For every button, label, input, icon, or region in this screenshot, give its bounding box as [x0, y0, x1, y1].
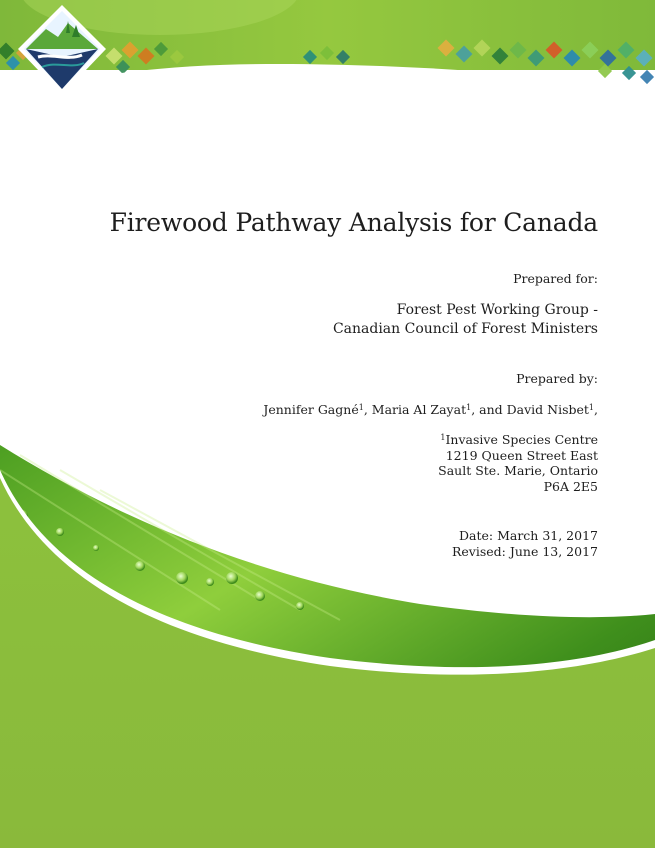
- organization-block: [333, 301, 598, 339]
- authors-line: [263, 402, 598, 417]
- document-title: Firewood Pathway Analysis for Canada: [109, 208, 598, 237]
- organization-line-1: Forest Pest Working Group -: [396, 302, 598, 318]
- affiliation-street: 1219 Queen Street East: [445, 447, 598, 463]
- author-affiliation-mark: 1: [466, 403, 472, 412]
- dates-block: [452, 528, 598, 560]
- revised-line: Revised: June 13, 2017: [451, 544, 598, 559]
- affiliation-mark: 1: [440, 433, 446, 442]
- affiliation-postal: P6A 2E5: [543, 478, 598, 494]
- prepared-by-label: Prepared by:: [516, 371, 598, 386]
- author-name: David Nisbet: [506, 402, 589, 417]
- author-affiliation-mark: 1: [358, 403, 364, 412]
- author-separator: ,: [594, 402, 598, 417]
- author-separator: , and: [471, 402, 507, 417]
- mountain-lake-icon: [16, 3, 108, 99]
- organization-line-2: Canadian Council of Forest Ministers: [332, 321, 598, 337]
- prepared-for-label: Prepared for:: [513, 271, 598, 286]
- affiliation-city: Sault Ste. Marie, Ontario: [438, 463, 598, 478]
- author-affiliation-mark: 1: [588, 403, 595, 412]
- affiliation-address: [438, 432, 598, 494]
- author-name: Maria Al Zayat: [371, 402, 467, 417]
- date-line: Date: March 31, 2017: [459, 528, 598, 543]
- affiliation-name: Invasive Species Centre: [445, 432, 598, 447]
- author-name: Jennifer Gagné: [263, 402, 359, 417]
- author-separator: ,: [363, 402, 372, 417]
